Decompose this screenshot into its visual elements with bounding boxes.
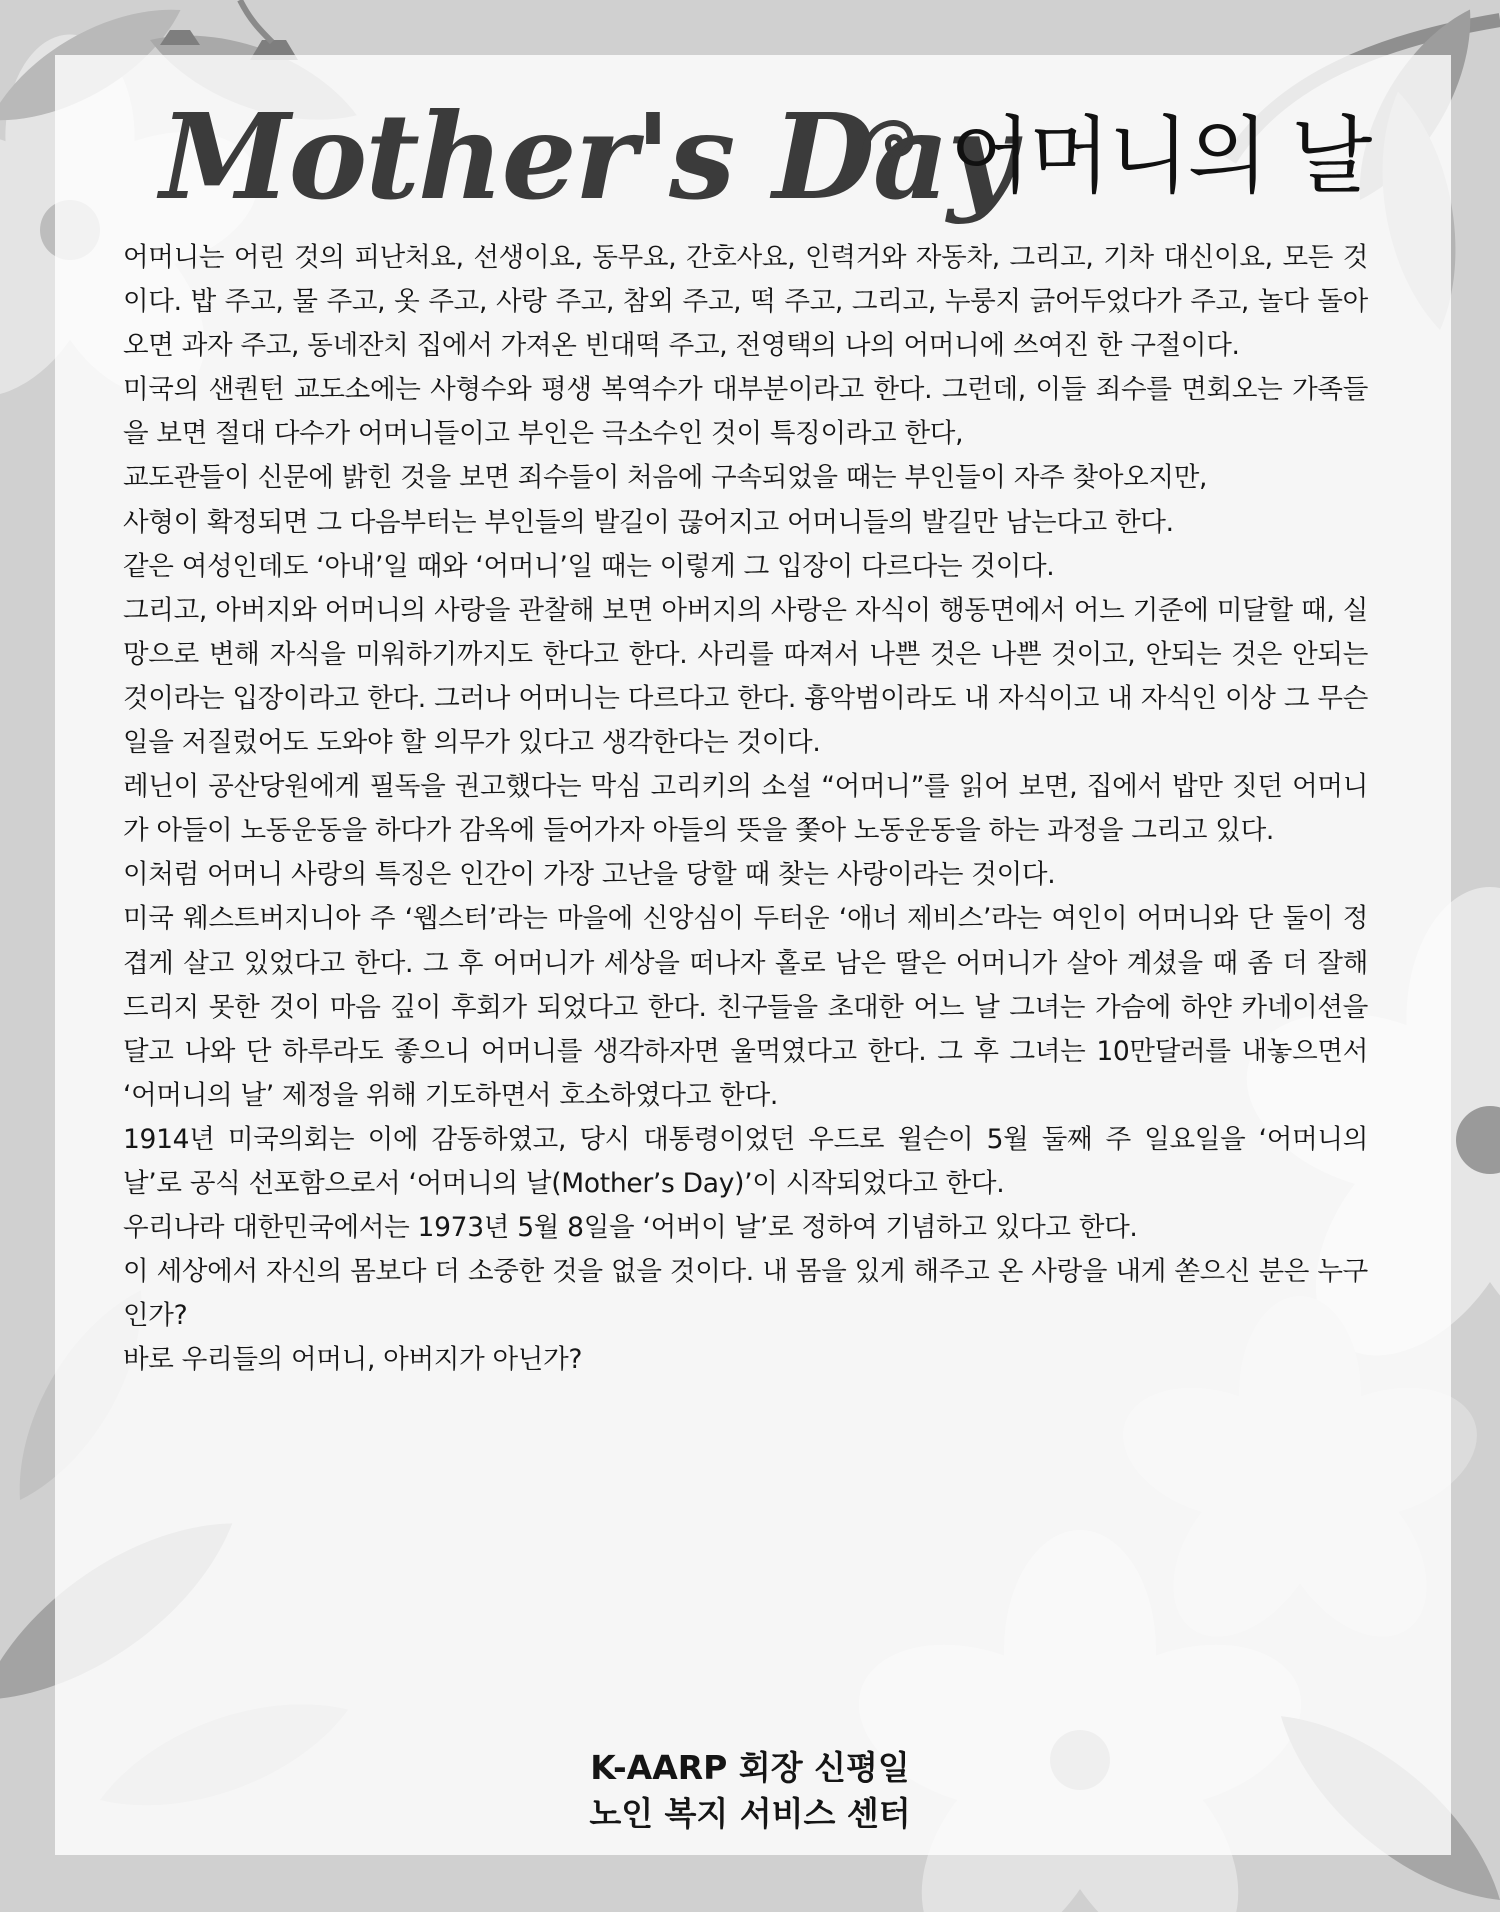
signature-organization: 노인 복지 서비스 센터 [589,1794,911,1833]
paragraph: 미국 웨스트버지니아 주 ‘웹스터’라는 마을에 신앙심이 두터운 ‘애너 제비스’라는 여인이 어머니와 단 둘이 정겹게 살고 있었다고 한다. 그 후 어머니가 세상을 떠나자 홀로 남은 딸은 어머니가 살아 계셨을 때 좀 더 잘해 드리지 못한 것이 마음 깊이 후회가 되었다고 한다. 친구들을 초대한 어느 날 그녀는 가슴에 하얀 카네이션을 달고 나와 단 하루라도 좋으니 어머니를 생각하자면 울먹였다고 한다. 그 후 그녀는 10만달러를 내놓으면서 ‘어머니의 날’ 제정을 위해 기도하면서 호소하였다고 한다. [123,903,1368,1111]
paragraph: 이처럼 어머니 사랑의 특징은 인간이 가장 고난을 당할 때 찾는 사랑이라는 것이다. [123,859,1056,891]
paragraph: 레닌이 공산당원에게 필독을 권고했다는 막심 고리키의 소설 “어머니”를 읽어 보면, 집에서 밥만 짓던 어머니가 아들이 노동운동을 하다가 감옥에 들어가자 아들의 뜻을 쫓아 노동운동을 하는 과정을 그리고 있다. [123,771,1368,847]
paragraph: 미국의 샌퀀턴 교도소에는 사형수와 평생 복역수가 대부분이라고 한다. 그런데, 이들 죄수를 면회오는 가족들을 보면 절대 다수가 어머니들이고 부인은 극소수인 것이 특징이라고 한다, [123,374,1368,450]
swirl-ornament [860,110,920,170]
title-korean: 어머니의 날 [950,107,1371,205]
paragraph: 사형이 확정되면 그 다음부터는 부인들의 발길이 끊어지고 어머니들의 발길만 남는다고 한다. [123,506,1174,538]
signature-name: K-AARP 회장 신평일 [590,1748,910,1787]
article-body [123,236,1368,1382]
paragraph: 바로 우리들의 어머니, 아버지가 아닌가? [123,1344,583,1376]
paragraph: 1914년 미국의회는 이에 감동하였고, 당시 대통령이었던 우드로 윌슨이 5월 둘째 주 일요일을 ‘어머니의 날’로 공식 선포함으로서 ‘어머니의 날(Mother’s Day)’이 시작되었다고 한다. [123,1123,1368,1199]
paragraph: 어머니는 어린 것의 피난처요, 선생이요, 동무요, 간호사요, 인력거와 자동차, 그리고, 기차 대신이요, 모든 것이다. 밥 주고, 물 주고, 옷 주고, 사랑 주고, 참외 주고, 떡 주고, 그리고, 누룽지 긁어두었다가 주고, 놀다 돌아오면 과자 주고, 동네잔치 집에서 가져온 빈대떡 주고, 전영택의 나의 어머니에 쓰여진 한 구절이다. [123,242,1368,362]
paragraph: 그리고, 아버지와 어머니의 사랑을 관찰해 보면 아버지의 사랑은 자식이 행동면에서 어느 기준에 미달할 때, 실망으로 변해 자식을 미워하기까지도 한다고 한다. 사리를 따져서 나쁜 것은 나쁜 것이고, 안되는 것은 안되는 것이라는 입장이라고 한다. 그러나 어머니는 다르다고 한다. 흉악범이라도 내 자식이고 내 자식인 이상 그 무슨 일을 저질렀어도 도와야 할 의무가 있다고 생각한다는 것이다. [123,594,1368,759]
paragraph: 우리나라 대한민국에서는 1973년 5월 8일을 ‘어버이 날’로 정하여 기념하고 있다고 한다. [123,1212,1138,1244]
paragraph: 이 세상에서 자신의 몸보다 더 소중한 것을 없을 것이다. 내 몸을 있게 해주고 온 사랑을 내게 쏟으신 분은 누구인가? [123,1256,1368,1332]
paragraph: 교도관들이 신문에 밝힌 것을 보면 죄수들이 처음에 구속되었을 때는 부인들이 자주 찾아오지만, [123,462,1208,494]
paragraph: 같은 여성인데도 ‘아내’일 때와 ‘어머니’일 때는 이렇게 그 입장이 다르다는 것이다. [123,550,1055,582]
title-english: Mother's Day [160,87,1014,226]
